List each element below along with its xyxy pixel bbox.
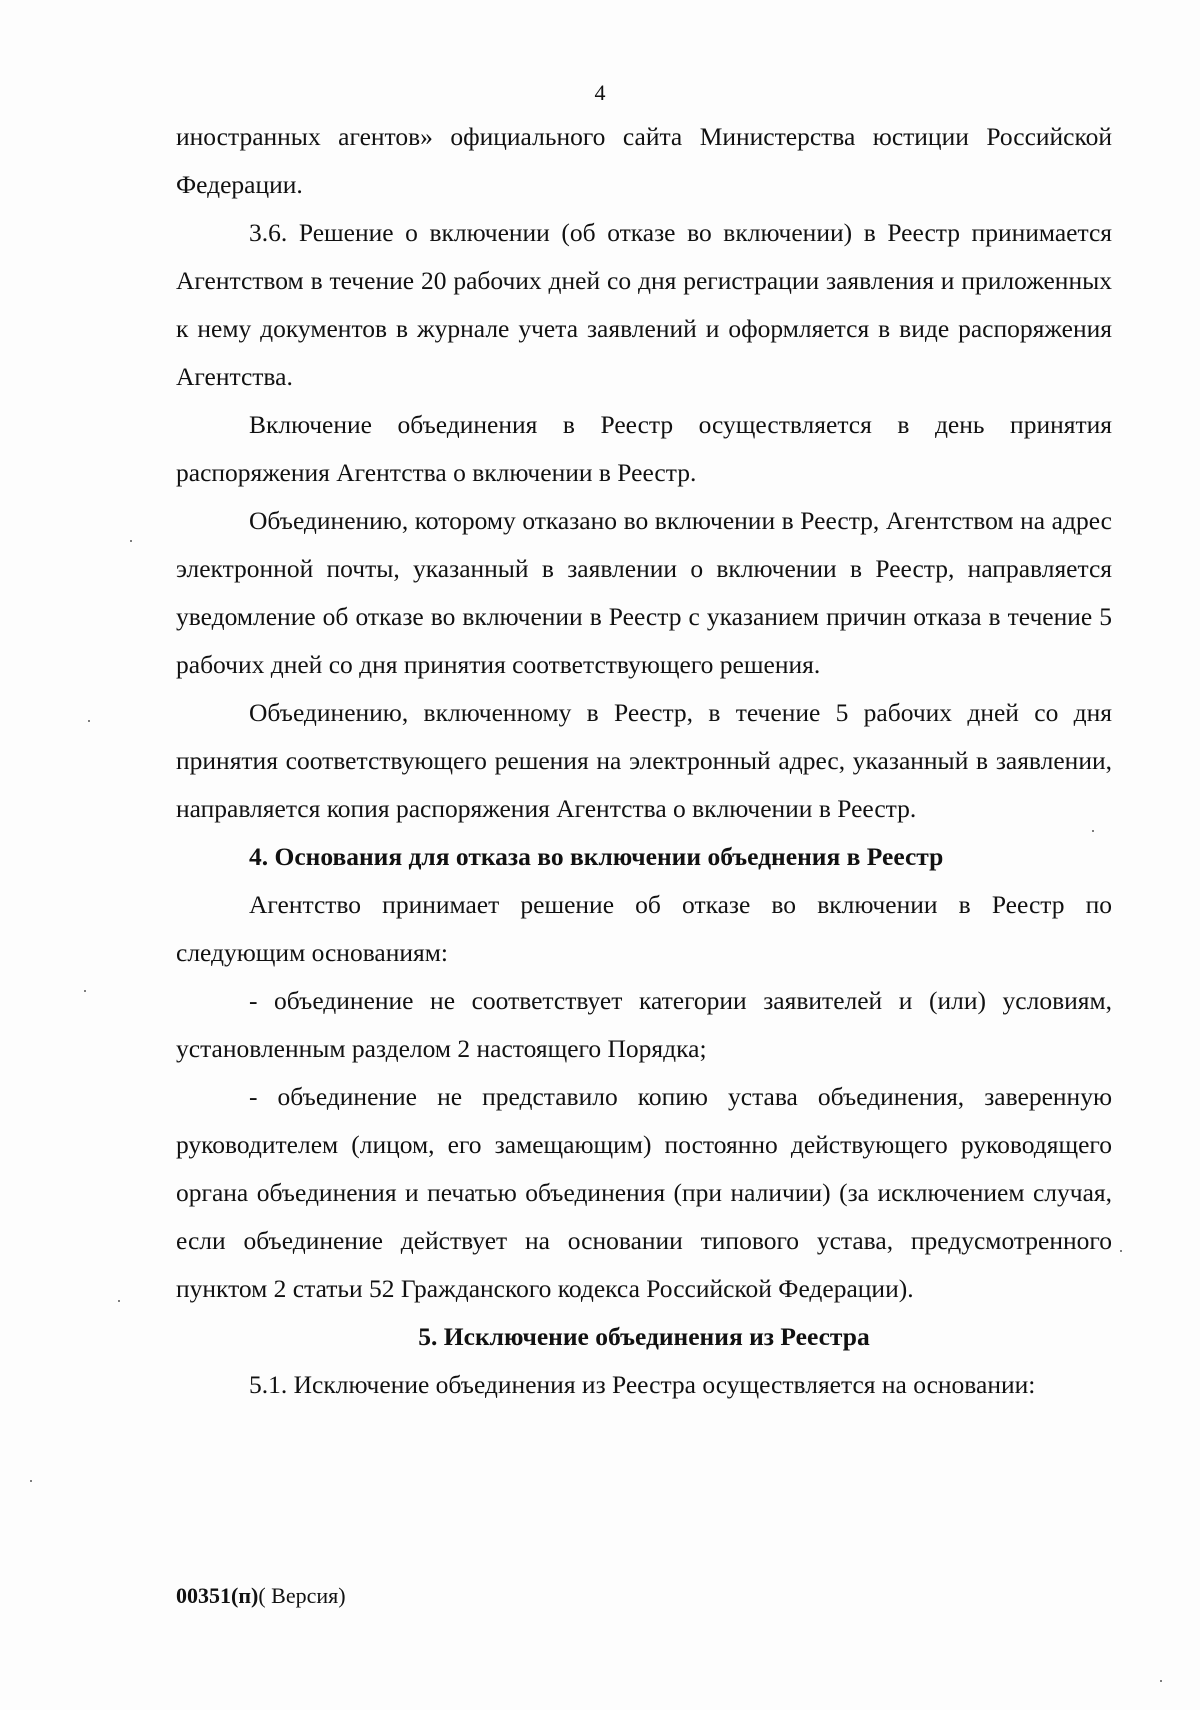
scan-speck — [84, 990, 86, 992]
page-number: 4 — [594, 80, 606, 105]
paragraph-continuation: иностранных агентов» официального сайта Министерства юстиции Российской Федерации. — [176, 122, 1112, 199]
section-4-item-1: - объединение не соответствует категории заявителей и (или) условиям, установленным разделом 2 настоящего Порядка; — [176, 986, 1112, 1063]
document-footer — [176, 1583, 346, 1609]
document-code: 00351(п) — [176, 1583, 259, 1608]
paragraph-inclusion-date: Включение объединения в Реестр осуществляется в день принятия распоряжения Агентства о включении в Реестр. — [176, 410, 1112, 487]
section-4-item-2: - объединение не представило копию устава объединения, заверенную руководителем (лицом, его замещающим) постоянно действующего руководящего органа объединения и печатью объединения (при наличии) (за исключением случая, если объединение действует на основании типового устава, предусмотренного пунктом 2 статьи 52 Гражданского кодекса Российской Федерации). — [176, 1082, 1112, 1303]
section-4-intro: Агентство принимает решение об отказе во включении в Реестр по следующим основаниям: — [176, 890, 1112, 967]
scan-speck — [130, 540, 132, 542]
scan-speck — [1120, 1250, 1122, 1252]
document-body — [176, 113, 1112, 1409]
paragraph-refusal-notice: Объединению, которому отказано во включении в Реестр, Агентством на адрес электронной почты, указанный в заявлении о включении в Реестр, направляется уведомление об отказе во включении в Реестр с указанием причин отказа в течение 5 рабочих дней со дня принятия соответствующего решения. — [176, 506, 1112, 679]
scan-speck — [88, 720, 90, 722]
scan-speck — [30, 1480, 32, 1482]
section-5-heading: 5. Исключение объединения из Реестра — [418, 1322, 870, 1351]
document-version: ( Версия) — [258, 1583, 346, 1608]
paragraph-3-6: 3.6. Решение о включении (об отказе во включении) в Реестр принимается Агентством в течение 20 рабочих дней со дня регистрации заявления и приложенных к нему документов в журнале учета заявлений и оформляется в виде распоряжения Агентства. — [176, 218, 1112, 391]
section-4-heading: 4. Основания для отказа во включении объеднения в Реестр — [249, 842, 944, 871]
section-5-1: 5.1. Исключение объединения из Реестра осуществляется на основании: — [249, 1370, 1036, 1399]
scan-speck — [1092, 830, 1094, 832]
scan-speck — [118, 1300, 120, 1302]
paragraph-inclusion-copy: Объединению, включенному в Реестр, в течение 5 рабочих дней со дня принятия соответствующего решения на электронный адрес, указанный в заявлении, направляется копия распоряжения Агентства о включении в Реестр. — [176, 698, 1112, 823]
scan-speck — [1160, 1680, 1162, 1682]
